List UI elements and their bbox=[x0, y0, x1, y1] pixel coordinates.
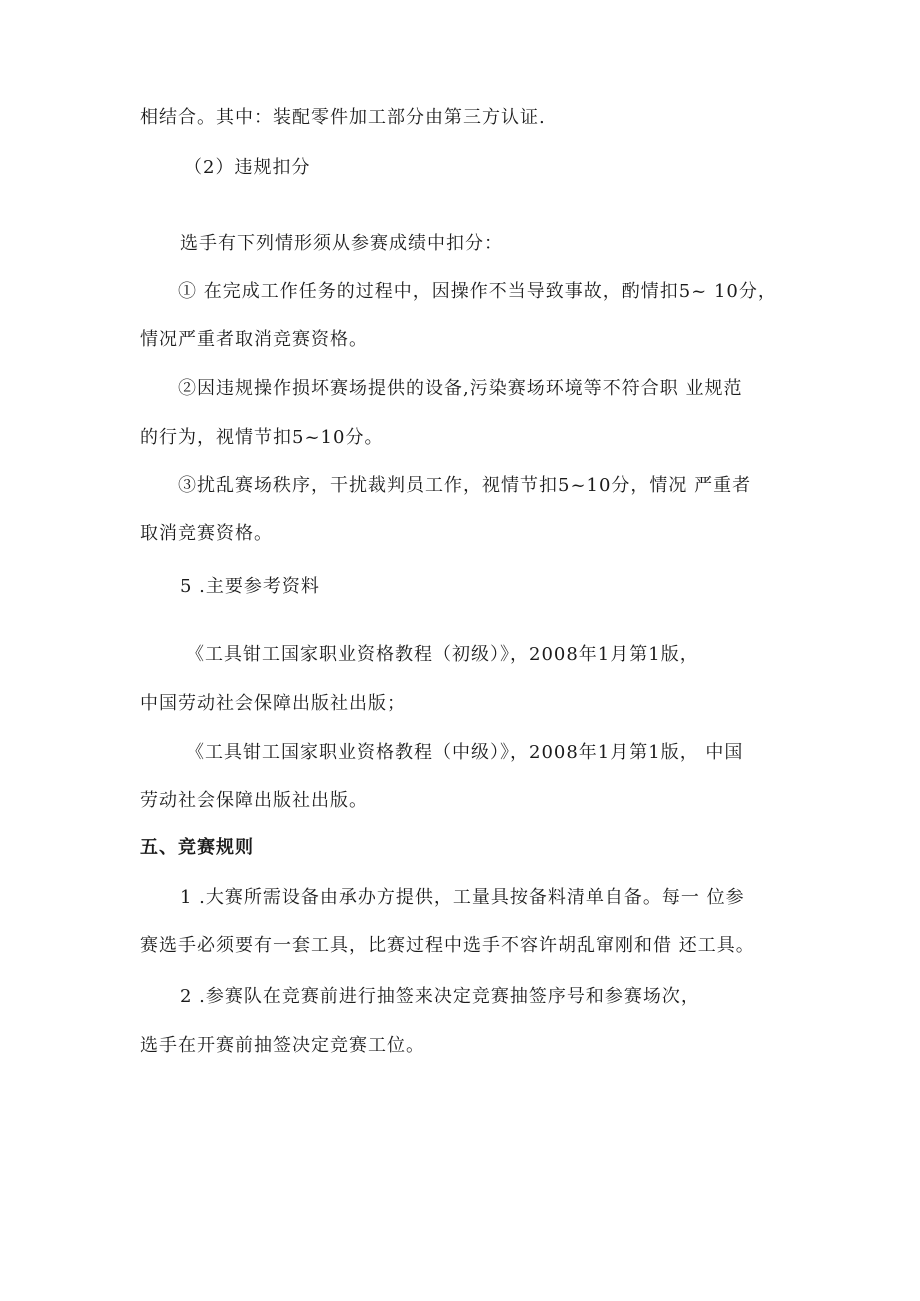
subsection-heading-violation-deduction: （2）违规扣分 bbox=[184, 157, 311, 178]
paragraph-line: 劳动社会保障出版社出版。 bbox=[140, 790, 368, 811]
rule-item-2: 2 .参赛队在竞赛前进行抽签来决定竞赛抽签序号和参赛场次， bbox=[180, 986, 700, 1007]
reference-item-2: 《工具钳工国家职业资格教程（中级）》，2008年1月第1版， 中国 bbox=[186, 742, 744, 763]
paragraph-line: 情况严重者取消竞赛资格。 bbox=[140, 329, 368, 350]
paragraph-line: 取消竞赛资格。 bbox=[140, 523, 273, 544]
section-heading-references: 5 .主要参考资料 bbox=[180, 576, 320, 597]
rule-item-1: 1 .大赛所需设备由承办方提供，工量具按备料清单自备。每一 位参 bbox=[180, 887, 745, 908]
paragraph-line: 赛选手必须要有一套工具，比赛过程中选手不容许胡乱窜刚和借 还工具。 bbox=[140, 935, 755, 956]
paragraph-line: 中国劳动社会保障出版社出版； bbox=[140, 693, 406, 714]
reference-item-1: 《工具钳工国家职业资格教程（初级）》，2008年1月第1版， bbox=[186, 644, 699, 665]
chapter-heading-competition-rules: 五、竞赛规则 bbox=[140, 837, 254, 858]
paragraph-line: 选手在开赛前抽签决定竞赛工位。 bbox=[140, 1035, 425, 1056]
list-item-2: ②因违规操作损坏赛场提供的设备,污染赛场环境等不符合职 业规范 bbox=[178, 378, 743, 399]
paragraph-line: 选手有下列情形须从参赛成绩中扣分： bbox=[180, 233, 503, 254]
paragraph-line: 的行为，视情节扣5~10分。 bbox=[140, 427, 384, 448]
list-item-3: ③扰乱赛场秩序，干扰裁判员工作，视情节扣5~10分，情况 严重者 bbox=[178, 475, 752, 496]
paragraph-line: 相结合。其中：装配零件加工部分由第三方认证. bbox=[140, 107, 546, 128]
list-item-1: ① 在完成工作任务的过程中，因操作不当导致事故，酌情扣5~ 10分， bbox=[178, 281, 777, 302]
